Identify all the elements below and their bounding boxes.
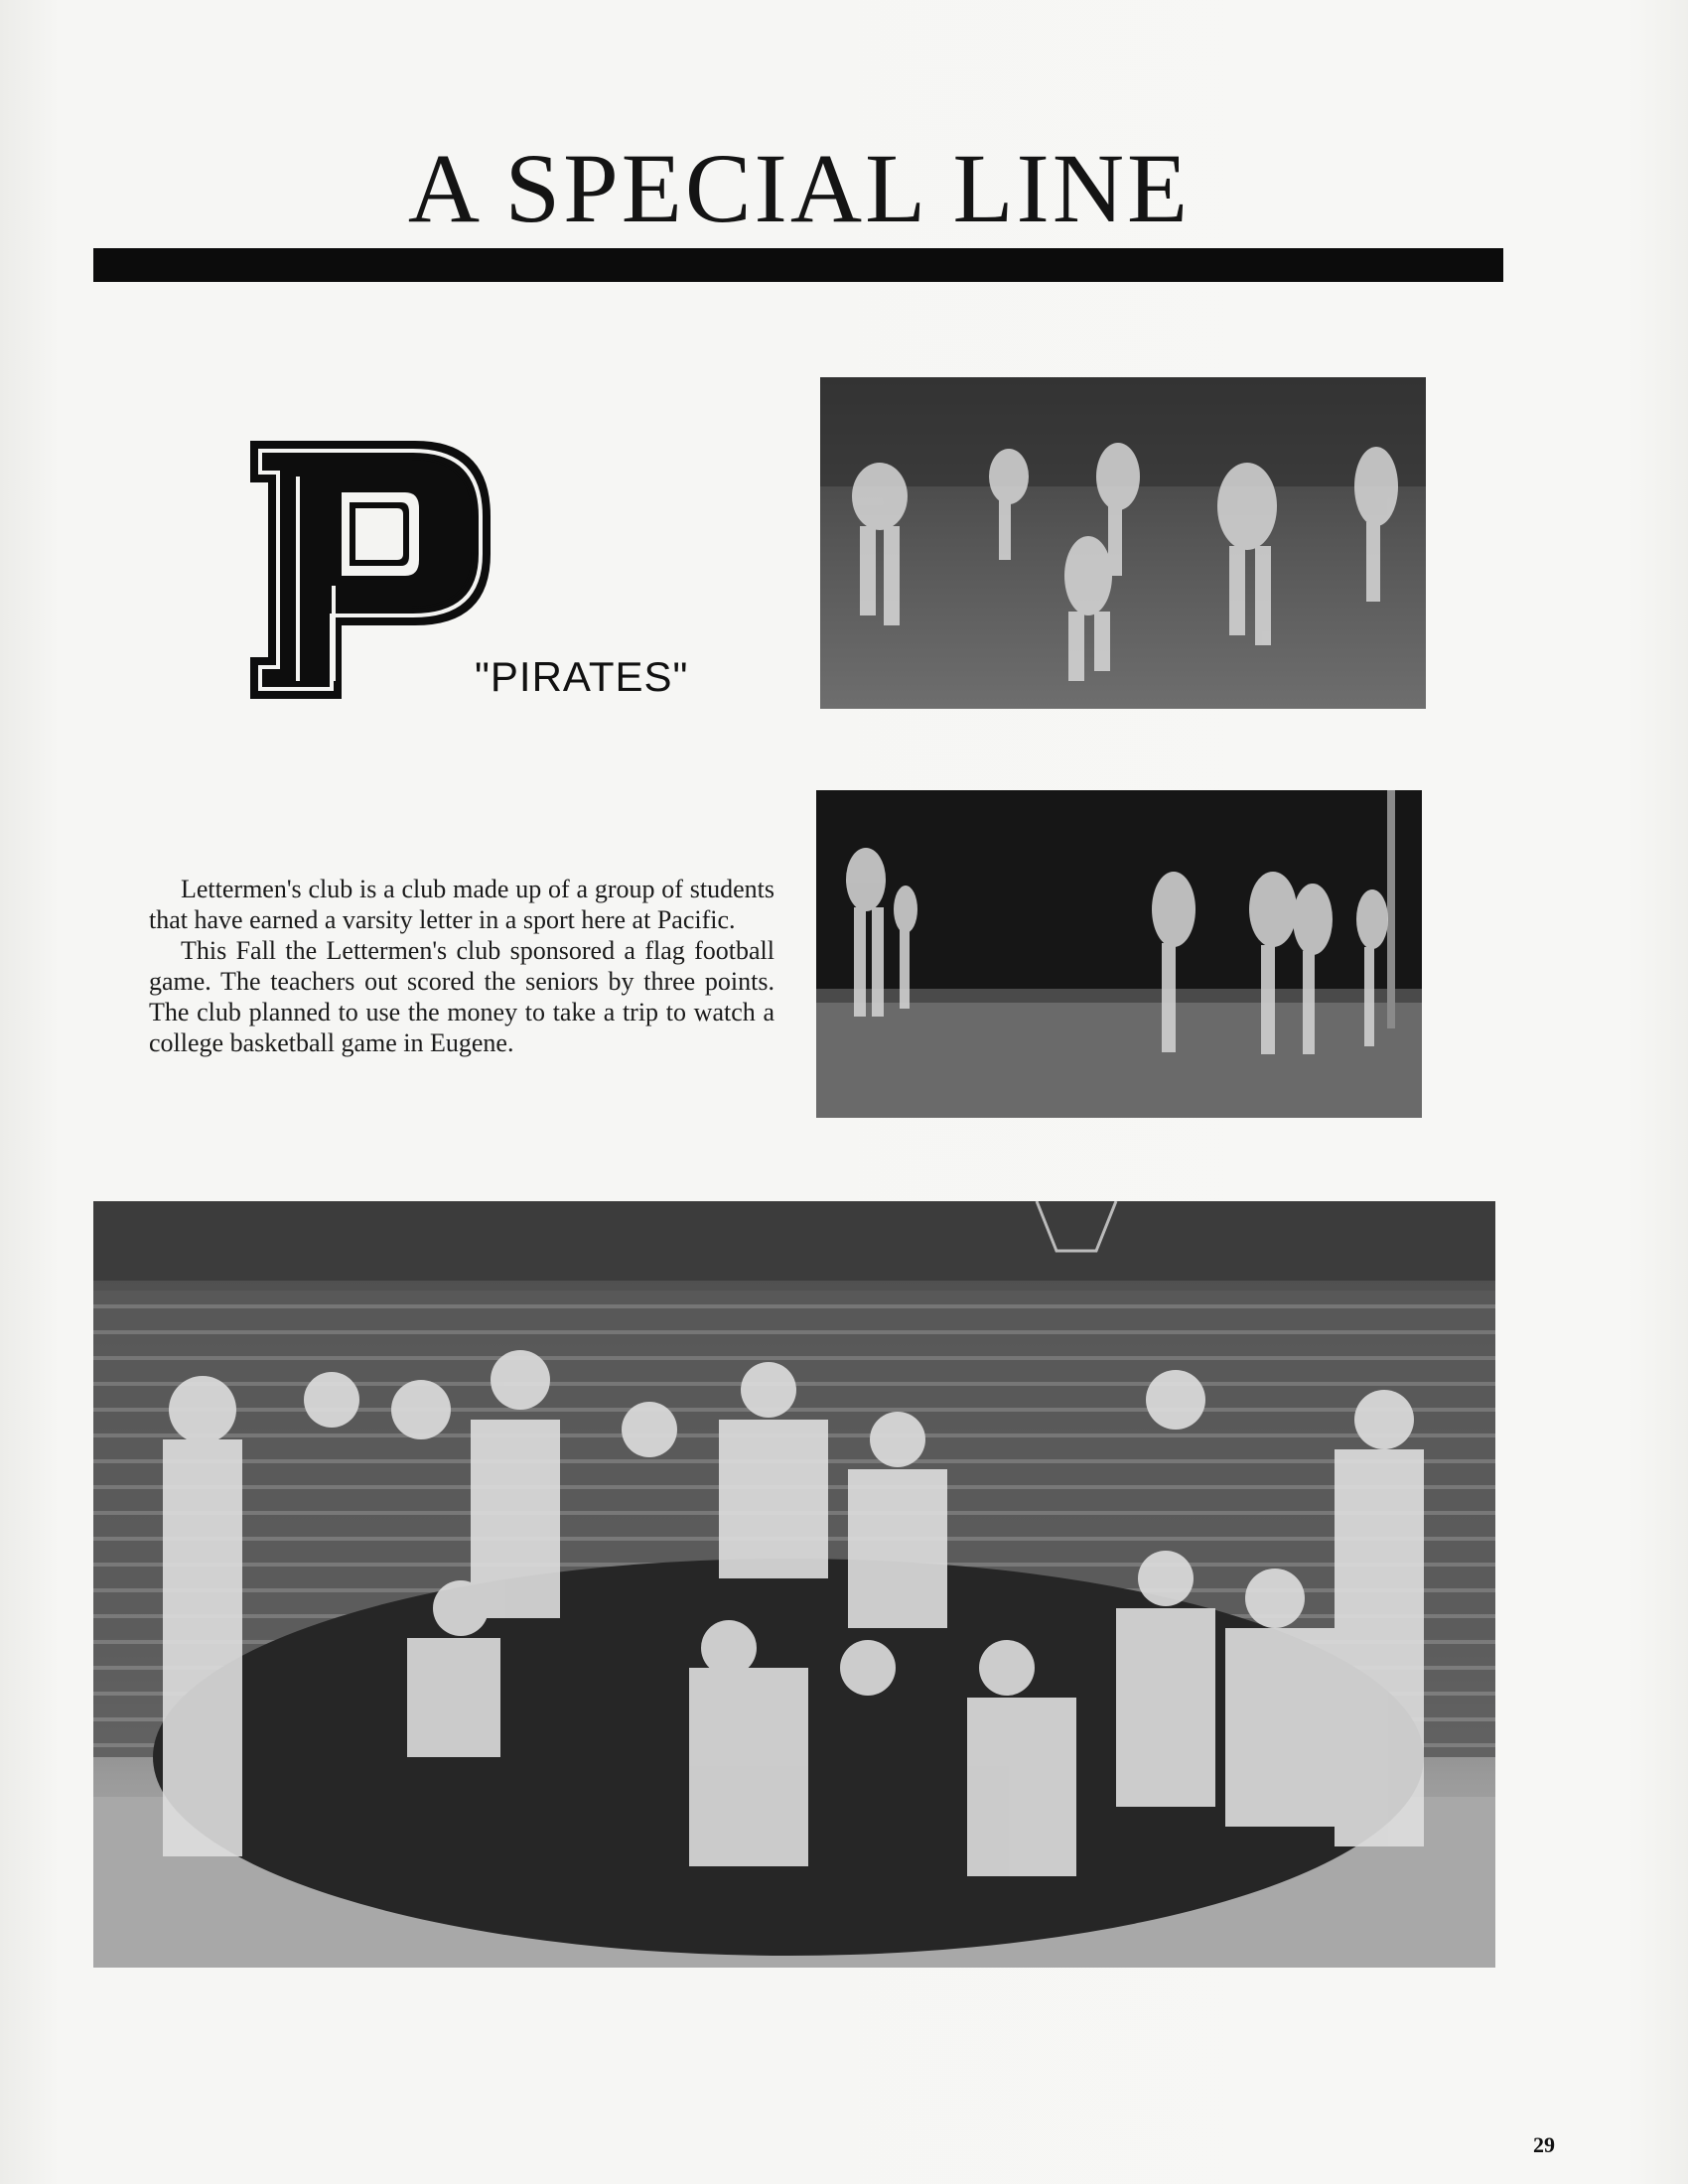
article-paragraph: Lettermen's club is a club made up of a group of students that have earned a varsity letter in a sport here at Pacific. [149,875,774,934]
pirates-caption: "PIRATES" [475,653,689,700]
title-divider-bar [93,248,1503,282]
article-paragraph: This Fall the Lettermen's club sponsored a flag football game. The teachers out scored the seniors by three points. The club planned to use the money to take a trip to watch a college basketball game in Eugene. [149,936,774,1057]
page-number: 29 [1533,2132,1555,2157]
flag-football-photo [820,377,1426,709]
page-title: A SPECIAL LINE [407,133,1192,243]
varsity-letter-p-logo [246,437,494,703]
lettermens-club-group-photo [93,1201,1495,1968]
night-field-photo [816,790,1422,1118]
article-body [149,874,774,1058]
